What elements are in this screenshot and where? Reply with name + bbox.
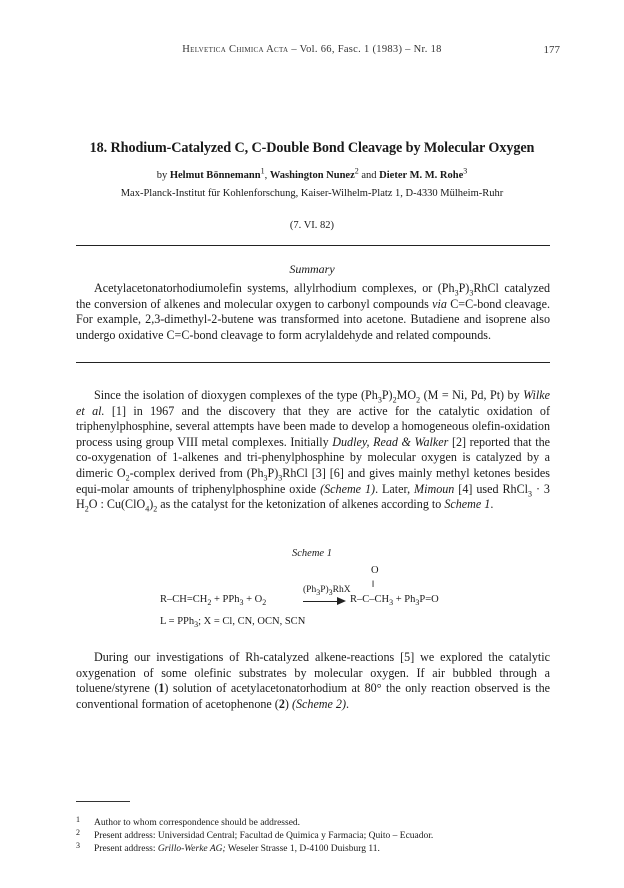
summary-text: [76, 281, 550, 343]
scheme-reference: (Scheme 2): [291, 696, 347, 711]
subscript: 3: [263, 473, 268, 483]
footnote-text: Present address: Universidad Central; Facultad de Quimica y Farmacia; Quito – Ecuador.: [94, 831, 434, 841]
footnote-mark-1: 1: [260, 166, 265, 176]
by-word: by: [156, 170, 170, 181]
text-fragment: -complex derived from (Ph: [129, 465, 264, 480]
formula-fragment: P=O: [419, 594, 439, 605]
footnote-number: 1: [76, 815, 80, 824]
author-separator: ,: [264, 170, 270, 181]
text-fragment: [4] used RhCl: [454, 481, 529, 496]
citation-dudley: Dudley, Read & Walker: [332, 434, 449, 449]
text-fragment: During our investigations of Rh-catalyzed alkene-reactions [5] we explored the catalytic oxygenation of some olefinic substrates by molecular oxygen. If air bubbled through a toluene/styrene (: [76, 650, 550, 696]
summary-fragment: P): [458, 281, 470, 295]
subscript: 3: [389, 598, 394, 608]
article-title: 18. Rhodium-Catalyzed C, C-Double Bond Cleavage by Molecular Oxygen: [89, 140, 535, 156]
arrow-head-icon: [337, 597, 346, 605]
subscript: 2: [84, 504, 89, 514]
summary-bottom-rule: [76, 362, 550, 363]
footnote-2: [76, 828, 550, 841]
text-fragment: RhCl [3] [6] and gives mainly methyl ketones besides equi-molar amounts of triphenylphosphine oxide: [76, 465, 550, 496]
carbonyl-oxygen: O: [371, 565, 379, 576]
footnote-mark-3: 3: [463, 166, 468, 176]
formula-fragment: P): [320, 585, 329, 595]
reaction-arrow: [303, 601, 341, 602]
summary-fragment: C=C-bond cleavage. For example, 2,3-dimethyl-2-butene was transformed into acetone. Butadiene and isoprene also undergo oxidative C=C-bond cleavage to form acrylaldehyde and related compounds.: [76, 296, 550, 342]
compound-number: 1: [158, 681, 165, 696]
ligand-definitions: [160, 616, 306, 630]
formula-fragment: ; X = Cl, CN, OCN, SCN: [198, 616, 306, 627]
page-number: 177: [543, 44, 560, 56]
formula-fragment: L = PPh: [160, 616, 195, 627]
subscript: 3: [194, 620, 199, 630]
subscript: 2: [125, 473, 130, 483]
text-fragment: MO: [396, 388, 417, 402]
journal-name: Helvetica Chimica Acta: [182, 44, 289, 55]
subscript: 2: [153, 504, 158, 514]
text-fragment: [1] in 1967 and the discovery that they are active for the catalytic oxidation of triphenylphosphine, several attempts have been made to develop a homogeneous olefin-oxidation process using group VIII metal complexes. Initially: [76, 403, 550, 449]
intro-paragraph: [76, 388, 550, 513]
subscript: 3: [415, 598, 420, 608]
products: [350, 594, 439, 608]
text-fragment: · 3 H: [76, 481, 550, 512]
text-fragment: O : Cu(ClO: [88, 497, 146, 512]
subscript: 4: [145, 504, 150, 514]
citation-mimoun: Mimoun: [414, 481, 455, 496]
text-fragment: [2] reported that the co-oxygenation of 1-alkenes and tri-phenylphosphine by molecular oxygen is catalyzed by a dimeric O: [76, 434, 550, 480]
subscript: 3: [528, 488, 533, 498]
text-fragment: Since the isolation of dioxygen complexes of the type (Ph: [94, 388, 378, 402]
footnote-number: 2: [76, 828, 80, 837]
footnote-rule: [76, 801, 130, 802]
footnote-text: Author to whom correspondence should be addressed.: [94, 818, 301, 828]
scheme-reference: Scheme 1: [444, 497, 491, 512]
author-separator: and: [358, 170, 380, 181]
scheme-title: Scheme 1: [292, 548, 332, 559]
running-head: [0, 44, 624, 55]
footnote-mark-2: 2: [354, 166, 359, 176]
footnote-1: [76, 815, 550, 828]
footnote-text: Weseler Strasse 1, D-4100 Duisburg 11.: [225, 844, 380, 854]
author-3: Dieter M. M. Rohe: [379, 170, 464, 181]
summary-heading: Summary: [289, 262, 335, 276]
text-fragment: . Later,: [375, 481, 415, 496]
footnote-3: [76, 841, 550, 854]
formula-fragment: (Ph: [303, 585, 317, 595]
subscript: 3: [454, 288, 459, 298]
subscript: 3: [278, 473, 283, 483]
subscript: 3: [316, 587, 321, 597]
text-fragment: as the catalyst for the ketonization of alkenes according to: [157, 497, 445, 512]
subscript: 2: [416, 395, 421, 405]
received-date: (7. VI. 82): [289, 220, 335, 231]
footnote-text: Present address:: [94, 844, 158, 854]
scheme-reference: (Scheme 1): [320, 481, 376, 496]
text-fragment: (M = Ni, Pd, Pt) by: [420, 388, 524, 402]
text-fragment: ): [284, 696, 292, 711]
formula-fragment: + O: [243, 594, 263, 605]
text-fragment: ) solution of acetylacetonatorhodium at 80° the only reaction observed is the conventional formation of acetophenone (: [76, 681, 550, 711]
subscript: 2: [392, 395, 397, 405]
citation-wilke: Wilke et al.: [76, 388, 550, 418]
double-bond: ‖: [372, 579, 375, 589]
formula-fragment: + PPh: [211, 594, 240, 605]
author-2: Washington Nunez: [269, 170, 355, 181]
affiliation: Max-Planck-Institut für Kohlenforschung, Kaiser-Wilhelm-Platz 1, D-4330 Mülheim-Ruhr: [120, 188, 504, 199]
text-fragment: .: [346, 696, 350, 711]
summary-fragment: RhCl catalyzed the conversion of alkenes and molecular oxygen to carbonyl compounds: [76, 281, 550, 311]
text-fragment: P): [381, 388, 393, 402]
body-paragraph-2: [76, 650, 550, 712]
subscript: 3: [469, 288, 474, 298]
subscript: 3: [377, 395, 382, 405]
subscript: 2: [207, 598, 212, 608]
subscript: 3: [328, 587, 333, 597]
summary-fragment: Acetylacetonatorhodiumolefin systems, allylrhodium complexes, or (Ph: [94, 281, 455, 295]
subscript: 2: [262, 598, 267, 608]
formula-fragment: + Ph: [393, 594, 416, 605]
author-1: Helmut Bönnemann: [169, 170, 261, 181]
reactants: [160, 594, 267, 608]
journal-volume: – Vol. 66, Fasc. 1 (1983) – Nr. 18: [288, 44, 442, 55]
compound-number: 2: [278, 696, 285, 711]
text-fragment: P): [267, 465, 279, 480]
text-fragment: .: [490, 497, 494, 512]
author-line: [40, 166, 584, 181]
subscript: 3: [239, 598, 244, 608]
text-fragment: ): [149, 497, 154, 512]
footnote-number: 3: [76, 841, 80, 850]
italic-via: via: [432, 296, 447, 311]
company-name: Grillo-Werke AG;: [157, 844, 226, 854]
summary-top-rule: [76, 245, 550, 246]
formula-fragment: R–C–CH: [350, 594, 390, 605]
formula-fragment: R–CH=CH: [160, 594, 208, 605]
formula-fragment: RhX: [332, 585, 351, 595]
catalyst: [303, 585, 351, 595]
